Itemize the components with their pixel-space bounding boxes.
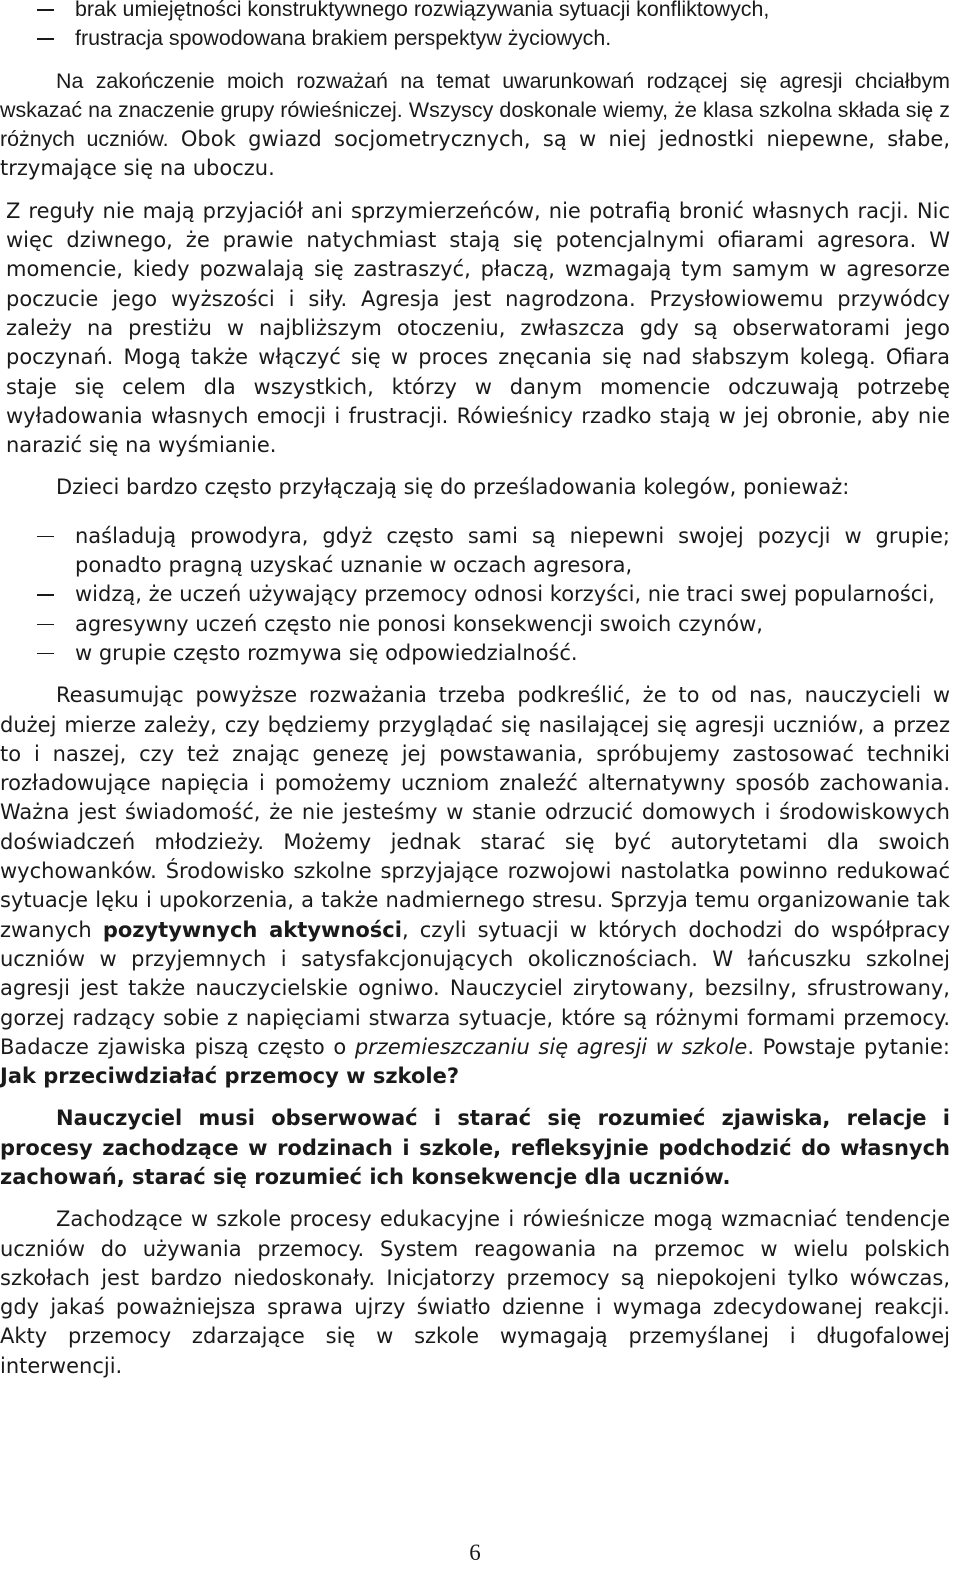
list-item-text: naśladują prowodyra, gdyż często sami są niepewni swojej pozycji w grupie; ponadto pragną uzyskać uznanie w oczach agresora,	[75, 523, 950, 578]
list-item	[0, 610, 950, 639]
list-item	[0, 639, 950, 668]
paragraph-text: Reasumując powyższe rozważania trzeba podkreślić, że to od nas, nauczycieli w dużej mierze zależy, czy będziemy przyglądać się nasilającej się agresji uczniów, a przez to i naszej, czy też znając genezę jej powstawania, spróbujemy zastosować techniki rozładowujące napięcia i pomożemy uczniom znaleźć alternatywny sposób zachowania. Ważna jest świadomość, że nie jesteśmy w stanie odrzucić domowych i środowiskowych doświadczeń młodzieży. Możemy jednak starać się być autorytetami dla swoich wychowanków. Środowisko szkolne sprzyjające rozwojowi nastolatka powinno redukować sytuacje lęku i upokorzenia, a także nadmiernego stresu. Sprzyja temu organizowanie tak zwanych	[0, 683, 950, 942]
page-number: 6	[469, 1540, 481, 1565]
paragraph-school-processes: Zachodzące w szkole procesy edukacyjne i rówieśnicze mogą wzmacniać tendencje uczniów do używania przemocy. System reagowania na przemoc w wielu polskich szkołach jest bardzo niedoskonały. Inicjatorzy przemocy są niepokojeni tylko wówczas, gdy jakaś poważniejsza sprawa ujrzy światło dzienne i wymaga zdecydowanej reakcji. Akty przemocy zdarzające się w szkole wymagają przemyślanej i długofalowej interwencji.	[0, 1207, 950, 1378]
dash-bullet-icon	[37, 536, 54, 538]
reasons-list	[0, 522, 950, 668]
list-item-text: agresywny uczeń często nie ponosi konsekwencji swoich czynów,	[75, 611, 763, 636]
list-item	[0, 0, 950, 24]
paragraph-text: Obok gwiazd socjometrycznych, są w niej jednostki niepewne, słabe, trzymające się na uboczu.	[0, 127, 950, 181]
dash-bullet-icon	[37, 594, 54, 596]
paragraph-summary	[0, 681, 950, 1091]
bold-phrase: pozytywnych aktywności	[102, 917, 402, 942]
list-item-text: frustracja spowodowana brakiem perspektyw życiowych.	[75, 26, 612, 51]
dash-bullet-icon	[37, 653, 54, 655]
list-item-text: widzą, że uczeń używający przemocy odnosi korzyści, nie traci swej popularności,	[75, 582, 935, 607]
dash-bullet-icon	[37, 38, 54, 40]
bold-question: Jak przeciwdziałać przemocy w szkole?	[0, 1064, 460, 1089]
list-item	[0, 24, 950, 53]
list-item-text: w grupie często rozmywa się odpowiedzialność.	[75, 640, 578, 665]
list-item	[0, 580, 950, 609]
dash-bullet-icon	[37, 9, 54, 11]
intro-list	[0, 0, 950, 54]
list-item	[0, 522, 950, 581]
paragraph-victims: Z reguły nie mają przyjaciół ani sprzymierzeńców, nie potrafią bronić własnych racji. Nic więc dziwnego, że prawie natychmiast stają się potencjalnymi ofiarami agresora. W momencie, kiedy pozwalają się zastraszyć, płaczą, wzmagają tym samym w agresorze poczucie jego wyższości i siły. Agresja jest nagrodzona. Przysłowiowemu przywódcy zależy na prestiżu w najbliższym otoczeniu, zwłaszcza gdy są obserwatorami jego poczynań. Mogą także włączyć się w proces znęcania się nad słabszym kolegą. Ofiara staje się celem dla wszystkich, którzy w danym momencie odczuwają potrzebę wyładowania własnych emocji i frustracji. Rówieśnicy rzadko stają w jej obronie, aby nie narazić się na wyśmianie.	[6, 198, 950, 458]
list-item-text: brak umiejętności konstruktywnego rozwiązywania sytuacji konfliktowych,	[75, 0, 770, 21]
paragraph-text: , czyli sytuacji w których dochodzi do współpracy uczniów w przyjemnych i satysfakcjonujących okolicznościach. W łańcuszku szkolnej agresji jest także nauczycielskie ogniwo. Nauczyciel zirytowany, bezsilny, sfrustrowany, gorzej radzący sobie z napięciami stwarza sytuacje, które są różnymi formami przemocy. Badacze zjawiska piszą często o	[0, 917, 950, 1059]
paragraph-reasons-intro: Dzieci bardzo często przyłączają się do prześladowania kolegów, ponieważ:	[56, 475, 850, 500]
paragraph-text: . Powstaje pytanie:	[747, 1034, 950, 1059]
paragraph-teacher-bold: Nauczyciel musi obserwować i starać się rozumieć zjawiska, relacje i procesy zachodzące w rodzinach i szkole, refleksyjnie podchodzić do własnych zachowań, starać się rozumieć ich konsekwencje dla uczniów.	[0, 1106, 950, 1189]
dash-bullet-icon	[37, 624, 54, 626]
paragraph-text-arial: Na zakończenie moich rozważań na temat uwarunkowań rodzącej się agresji chciałbym wskazać na znaczenie grupy rówieśniczej. Wszyscy doskonale wiemy, że klasa szkolna składa się z różnych uczniów.	[0, 68, 950, 152]
italic-phrase: przemieszczaniu się agresji w szkole	[354, 1034, 748, 1059]
paragraph-peer-group	[0, 67, 950, 184]
